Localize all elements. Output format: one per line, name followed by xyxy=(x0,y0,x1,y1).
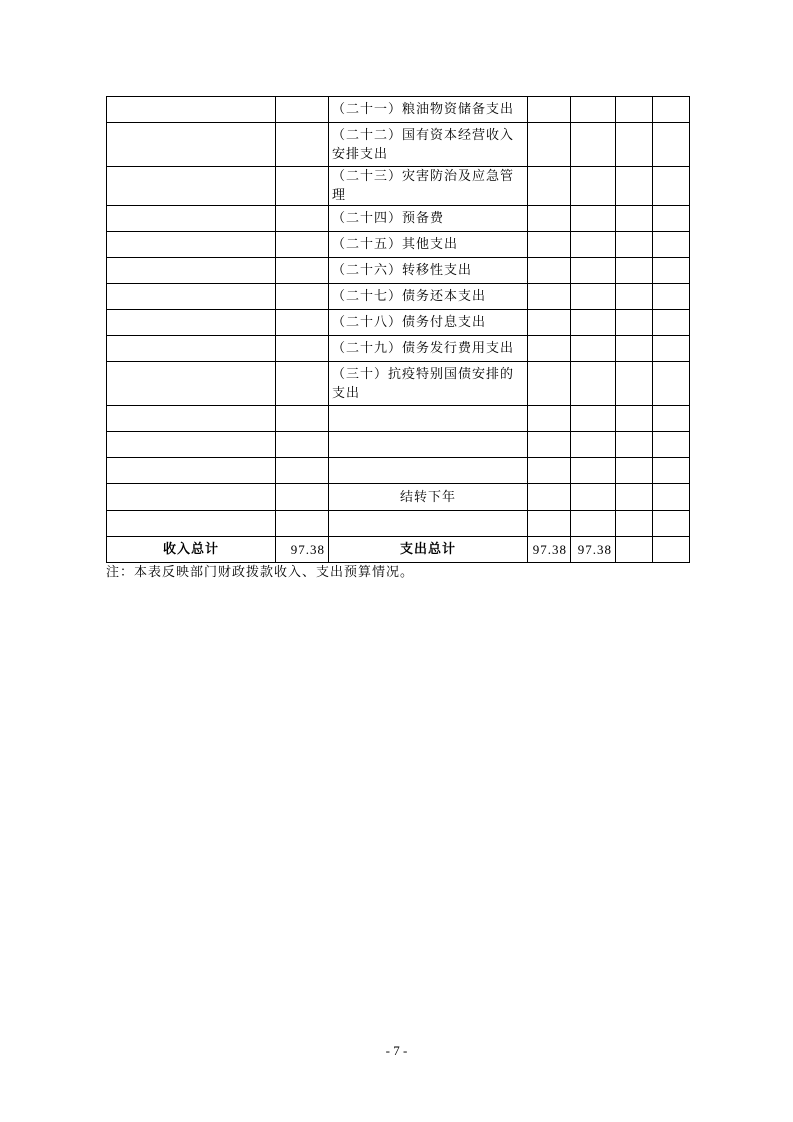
table-row xyxy=(107,284,690,310)
item-cell: （二十八）债务付息支出 xyxy=(329,310,528,336)
table-row xyxy=(107,310,690,336)
table-row xyxy=(107,123,690,167)
table-row xyxy=(107,97,690,123)
expense-total-label: 支出总计 xyxy=(329,537,528,563)
expense-col3-value xyxy=(616,537,653,563)
carryover-cell: 结转下年 xyxy=(329,484,528,511)
item-cell xyxy=(329,458,528,484)
item-cell xyxy=(329,511,528,537)
table-row xyxy=(107,511,690,537)
table-row xyxy=(107,362,690,406)
table-row xyxy=(107,232,690,258)
expense-col2-value: 97.38 xyxy=(571,537,616,563)
total-row xyxy=(107,537,690,563)
item-cell xyxy=(329,406,528,432)
income-total-value: 97.38 xyxy=(276,537,329,563)
item-cell: （二十三）灾害防治及应急管理 xyxy=(329,167,528,206)
table-row xyxy=(107,484,690,511)
item-cell: （二十二）国有资本经营收入安排支出 xyxy=(329,123,528,167)
budget-table xyxy=(106,96,690,563)
expense-total-value: 97.38 xyxy=(528,537,571,563)
item-cell: （三十）抗疫特别国债安排的支出 xyxy=(329,362,528,406)
item-cell: （二十九）债务发行费用支出 xyxy=(329,336,528,362)
item-cell xyxy=(329,432,528,458)
table-row xyxy=(107,432,690,458)
item-cell: （二十七）债务还本支出 xyxy=(329,284,528,310)
item-cell: （二十一）粮油物资储备支出 xyxy=(329,97,528,123)
table-row xyxy=(107,167,690,206)
page-number: - 7 - xyxy=(385,1043,408,1058)
table-row xyxy=(107,458,690,484)
table-row xyxy=(107,206,690,232)
table-row xyxy=(107,258,690,284)
item-cell: （二十六）转移性支出 xyxy=(329,258,528,284)
item-cell: （二十四）预备费 xyxy=(329,206,528,232)
item-cell: （二十五）其他支出 xyxy=(329,232,528,258)
income-total-label: 收入总计 xyxy=(107,537,276,563)
table-row xyxy=(107,406,690,432)
table-note: 注：本表反映部门财政拨款收入、支出预算情况。 xyxy=(106,565,415,580)
table-row xyxy=(107,336,690,362)
expense-col4-value xyxy=(653,537,690,563)
